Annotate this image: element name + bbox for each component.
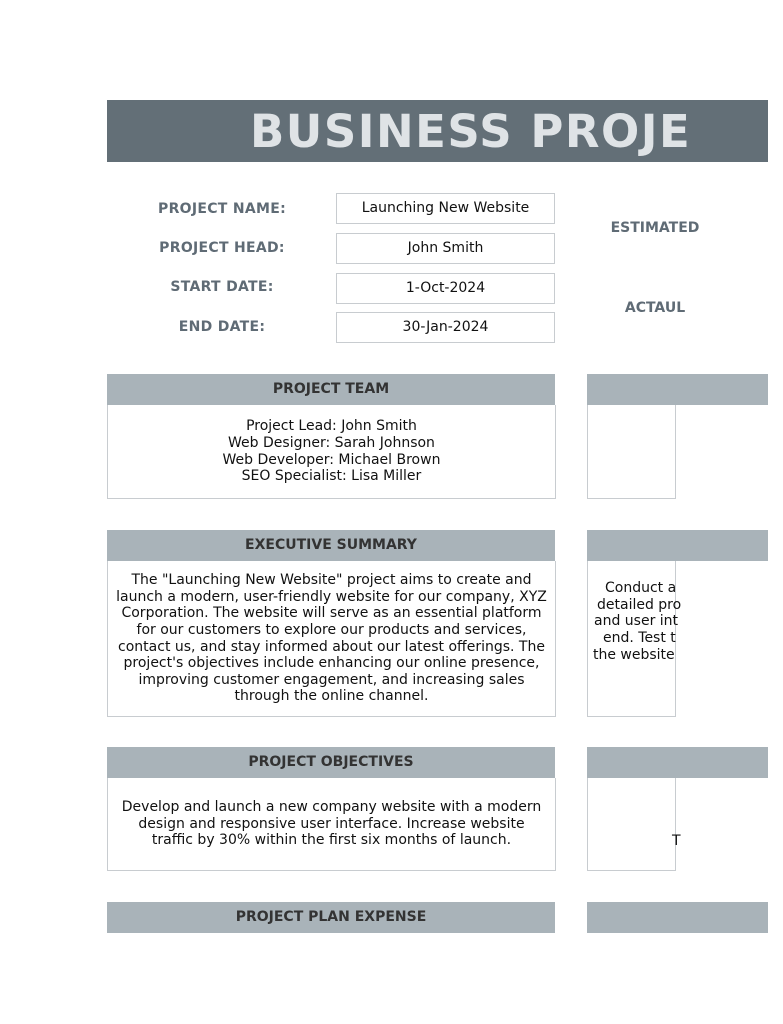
- right-panel-2-line: the website: [593, 647, 675, 663]
- project-objectives-body: [107, 778, 556, 871]
- actual-label-text: ACTAUL: [624, 300, 686, 316]
- project-objectives-text: Develop and launch a new company website with a modern design and responsive user interface. Increase website traffic by 30% within the first six months of launch.: [121, 799, 542, 849]
- right-section-header-4: [587, 902, 768, 933]
- executive-summary-text: The "Launching New Website" project aims to create and launch a modern, user-friendly website for our company, XYZ Corporation. The website will serve as an essential platform for our customers to explore our products and services, contact us, and stay informed about our latest offerings. The project's objectives include enhancing our online presence, improving customer engagement, and increasing sales through the online channel.: [116, 572, 547, 705]
- team-member: Project Lead: John Smith: [246, 418, 417, 435]
- right-panel-2-line: and user int: [594, 613, 679, 629]
- right-section-header-3: [587, 747, 768, 778]
- right-panel-3-fragment: T: [672, 833, 681, 849]
- estimated-label: [585, 220, 700, 236]
- end-date-value[interactable]: 30-Jan-2024: [336, 312, 555, 343]
- project-head-value[interactable]: John Smith: [336, 233, 555, 264]
- estimated-label-text: ESTIMATED: [610, 220, 700, 236]
- project-team-list: [223, 418, 441, 484]
- team-member: SEO Specialist: Lisa Miller: [241, 468, 422, 485]
- project-plan-expense-header: PROJECT PLAN EXPENSE: [107, 902, 555, 933]
- end-date-label: END DATE:: [178, 319, 266, 335]
- actual-label: [585, 300, 686, 316]
- title-banner: [107, 100, 768, 162]
- right-panel-2-line: end. Test t: [603, 630, 676, 646]
- right-panel-2-line: Conduct a: [605, 580, 677, 596]
- team-member: Web Developer: Michael Brown: [222, 451, 441, 468]
- project-team-body: [107, 405, 556, 499]
- project-objectives-header: PROJECT OBJECTIVES: [107, 747, 555, 778]
- right-section-header-1: [587, 374, 768, 405]
- page-title: BUSINESS PROJE: [250, 105, 692, 158]
- right-section-body-3: [587, 778, 681, 871]
- project-head-label: PROJECT HEAD:: [159, 240, 285, 256]
- executive-summary-body: [107, 561, 556, 717]
- project-name-value[interactable]: Launching New Website: [336, 193, 555, 224]
- right-section-header-2: [587, 530, 768, 561]
- team-member: Web Designer: Sarah Johnson: [228, 434, 435, 451]
- right-panel-2-line: detailed pro: [597, 597, 682, 613]
- project-name-label: PROJECT NAME:: [158, 201, 286, 217]
- start-date-value[interactable]: 1-Oct-2024: [336, 273, 555, 304]
- project-team-header: PROJECT TEAM: [107, 374, 555, 405]
- right-section-body-1: [587, 405, 676, 499]
- executive-summary-header: EXECUTIVE SUMMARY: [107, 530, 555, 561]
- right-section-body-2: [587, 561, 682, 717]
- start-date-label: START DATE:: [170, 279, 274, 295]
